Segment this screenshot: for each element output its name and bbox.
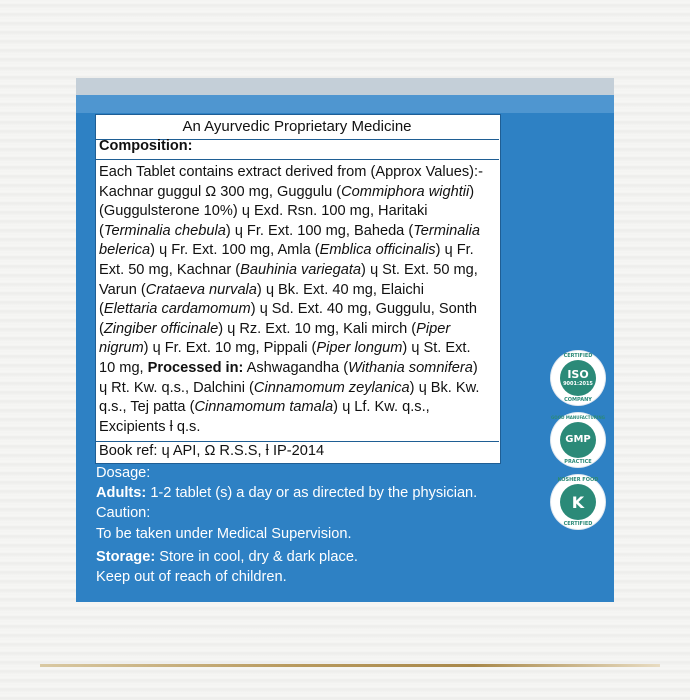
composition-divider	[96, 159, 499, 160]
composition-line: ɥ Rt. Kw. q.s., Dalchini (Cinnamomum zeylanica) ɥ Bk. Kw.	[99, 379, 480, 396]
composition-text	[99, 163, 499, 437]
composition-line: (Zingiber officinale) ɥ Rz. Ext. 10 mg, Kali mirch (Piper	[99, 320, 451, 337]
badge-center	[560, 422, 596, 458]
badge-bottom-text: PRACTICE	[564, 459, 592, 465]
decorative-gold-line	[40, 664, 660, 667]
composition-line: Varun (Crataeva nurvala) ɥ Bk. Ext. 40 mg, Elaichi	[99, 281, 425, 298]
badge-center	[560, 360, 596, 396]
label-stripe	[76, 95, 614, 113]
composition-line: Kachnar guggul Ω 300 mg, Guggulu (Commiphora wightii)	[99, 183, 475, 200]
composition-line: (Elettaria cardamomum) ɥ Sd. Ext. 40 mg, Guggulu, Sonth	[99, 301, 478, 318]
composition-line: (Terminalia chebula) ɥ Fr. Ext. 100 mg, Baheda (Terminalia	[99, 222, 481, 239]
bookref-divider	[96, 441, 499, 442]
book-reference: Book ref: ɥ API, Ω R.S.S, ƚ IP-2014	[99, 443, 325, 459]
badge-top-text: GOOD MANUFACTURING	[551, 415, 605, 420]
product-category-title: An Ayurvedic Proprietary Medicine	[182, 118, 412, 135]
badge-center-text: GMP	[565, 434, 591, 445]
storage-text: Store in cool, dry & dark place.	[155, 549, 358, 565]
caution-text: To be taken under Medical Supervision.	[96, 526, 352, 542]
composition-line: Each Tablet contains extract derived from (Approx Values):-	[99, 164, 483, 180]
composition-line: belerica) ɥ Fr. Ext. 100 mg, Amla (Emblica officinalis) ɥ Fr.	[99, 242, 474, 259]
dosage-heading: Dosage:	[96, 465, 151, 481]
adults-label: Adults:	[96, 485, 147, 501]
badge-center-text: ISO	[567, 368, 589, 381]
composition-line: nigrum) ɥ Fr. Ext. 10 mg, Pippali (Piper longum) ɥ St. Ext.	[99, 340, 471, 357]
caution-heading: Caution:	[96, 505, 151, 521]
badge-top-text: CERTIFIED	[563, 353, 593, 359]
adults-text: 1-2 tablet (s) a day or as directed by the physician.	[146, 485, 478, 501]
badge-bottom-text: CERTIFIED	[563, 521, 593, 527]
gmp-icon	[551, 413, 605, 467]
badge-top-text: KOSHER FOOD	[557, 477, 599, 483]
label-top-band	[76, 78, 614, 95]
composition-line: Ext. 50 mg, Kachnar (Bauhinia variegata) ɥ St. Ext. 50 mg,	[99, 261, 478, 278]
composition-line: Excipients ƚ q.s.	[99, 418, 201, 435]
badge-center-text: K	[571, 493, 585, 512]
storage-line	[96, 549, 358, 565]
children-warning: Keep out of reach of children.	[96, 569, 287, 585]
composition-line: 10 mg, Processed in: Ashwagandha (Withania somnifera)	[99, 359, 478, 376]
storage-label: Storage:	[96, 549, 156, 565]
composition-line: q.s., Tej patta (Cinnamomum tamala) ɥ Lf. Kw. q.s.,	[99, 399, 430, 416]
composition-heading: Composition:	[99, 138, 193, 154]
iso-certified-icon	[551, 351, 605, 405]
kosher-icon	[551, 475, 605, 529]
adults-dosage	[96, 485, 477, 501]
badge-center	[560, 484, 596, 520]
badge-sub-text: 9001:2015	[563, 381, 593, 387]
badge-bottom-text: COMPANY	[564, 397, 592, 403]
composition-line: (Guggulsterone 10%) ɥ Exd. Rsn. 100 mg, Haritaki	[99, 203, 428, 220]
